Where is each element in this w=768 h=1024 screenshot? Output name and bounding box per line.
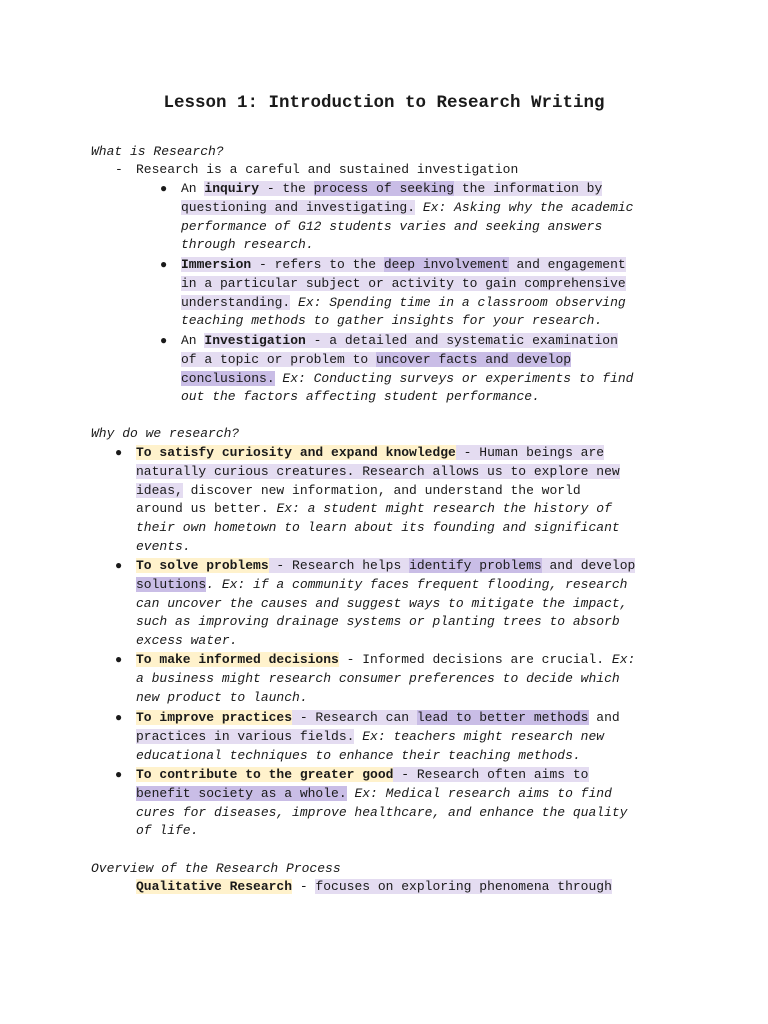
bullet-marker: ●	[115, 711, 123, 725]
bullet-marker: ●	[115, 653, 123, 667]
text-line: new product to launch.	[136, 689, 308, 705]
text-line: To contribute to the greater good - Research often aims to	[136, 767, 589, 782]
text-line: conclusions. Ex: Conducting surveys or experiments to find	[181, 370, 634, 386]
text-line: such as improving drainage systems or planting trees to absorb	[136, 614, 620, 630]
term-inquiry: inquiry	[204, 181, 260, 196]
bullet-marker: ●	[115, 768, 123, 782]
text-line: Immersion - refers to the deep involvement and engagement	[181, 257, 626, 272]
text-line: can uncover the causes and suggest ways to mitigate the impact,	[136, 595, 628, 611]
section-heading-overview: Overview of the Research Process	[91, 861, 341, 876]
text-line: educational techniques to enhance their teaching methods.	[136, 747, 581, 763]
term-problems: To solve problems	[136, 558, 269, 573]
text-line: excess water.	[136, 633, 238, 649]
page-title: Lesson 1: Introduction to Research Writing	[163, 93, 605, 113]
text-line: through research.	[181, 237, 314, 253]
text-line: solutions. Ex: if a community faces frequent flooding, research	[136, 576, 628, 592]
term-practices: To improve practices	[136, 710, 293, 725]
bullet-decisions	[115, 651, 636, 707]
text-line: benefit society as a whole. Ex: Medical research aims to find	[136, 785, 612, 801]
text-line: To solve problems - Research helps identify problems and develop	[136, 558, 636, 573]
text-line: a business might research consumer preferences to decide which	[136, 670, 620, 686]
bullet-greater-good	[115, 766, 628, 841]
term-curiosity: To satisfy curiosity and expand knowledge	[136, 445, 456, 460]
bullet-practices	[115, 709, 620, 765]
text-line: cures for diseases, improve healthcare, and enhance the quality	[136, 804, 628, 820]
bullet-inquiry	[160, 180, 634, 255]
text-line: An inquiry - the process of seeking the information by	[181, 181, 603, 196]
text-line: performance of G12 students varies and seeking answers	[181, 218, 603, 234]
section-heading-what: What is Research?	[91, 144, 224, 159]
text-line: questioning and investigating. Ex: Asking why the academic	[181, 199, 634, 215]
text-line: out the factors affecting student performance.	[181, 389, 540, 405]
bullet-marker: ●	[115, 446, 123, 460]
text-line: events.	[136, 538, 191, 554]
term-decisions: To make informed decisions	[136, 652, 339, 667]
text-line: around us better. Ex: a student might research the history of	[136, 501, 612, 517]
text-line: To satisfy curiosity and expand knowledge - Human beings are	[136, 445, 605, 460]
text-line: of a topic or problem to uncover facts and develop	[181, 351, 572, 367]
bullet-investigation	[160, 332, 634, 407]
dash-marker: -	[115, 162, 123, 177]
text-line: naturally curious creatures. Research allows us to explore new	[136, 463, 620, 479]
text-line: practices in various fields. Ex: teachers might research new	[136, 728, 605, 744]
dash-list-item	[115, 161, 518, 179]
text-line: of life.	[136, 823, 199, 839]
term-qualitative: Qualitative Research	[136, 879, 293, 894]
text-line: in a particular subject or activity to gain comprehensive	[181, 275, 626, 291]
bullet-marker: ●	[160, 334, 168, 348]
term-investigation: Investigation	[204, 333, 306, 348]
text-line: To make informed decisions - Informed decisions are crucial. Ex:	[136, 652, 636, 667]
bullet-marker: ●	[160, 258, 168, 272]
text-line: An Investigation - a detailed and systematic examination	[181, 333, 618, 348]
term-immersion: Immersion	[181, 257, 252, 272]
text-line: understanding. Ex: Spending time in a classroom observing	[181, 294, 626, 310]
bullet-curiosity	[115, 444, 620, 557]
dash-item-text: Research is a careful and sustained investigation	[136, 162, 519, 177]
bullet-marker: ●	[115, 559, 123, 573]
text-line: teaching methods to gather insights for your research.	[181, 313, 603, 329]
text-line: their own hometown to learn about its founding and significant	[136, 520, 620, 536]
bullet-marker: ●	[160, 182, 168, 196]
term-greater-good: To contribute to the greater good	[136, 767, 394, 782]
overview-qualitative-line: Qualitative Research - focuses on exploring phenomena through	[136, 879, 612, 894]
text-line: To improve practices - Research can lead to better methods and	[136, 710, 620, 725]
bullet-immersion	[160, 256, 626, 331]
text-line: ideas, discover new information, and understand the world	[136, 482, 581, 498]
bullet-problems	[115, 557, 636, 651]
section-heading-why: Why do we research?	[91, 426, 240, 441]
